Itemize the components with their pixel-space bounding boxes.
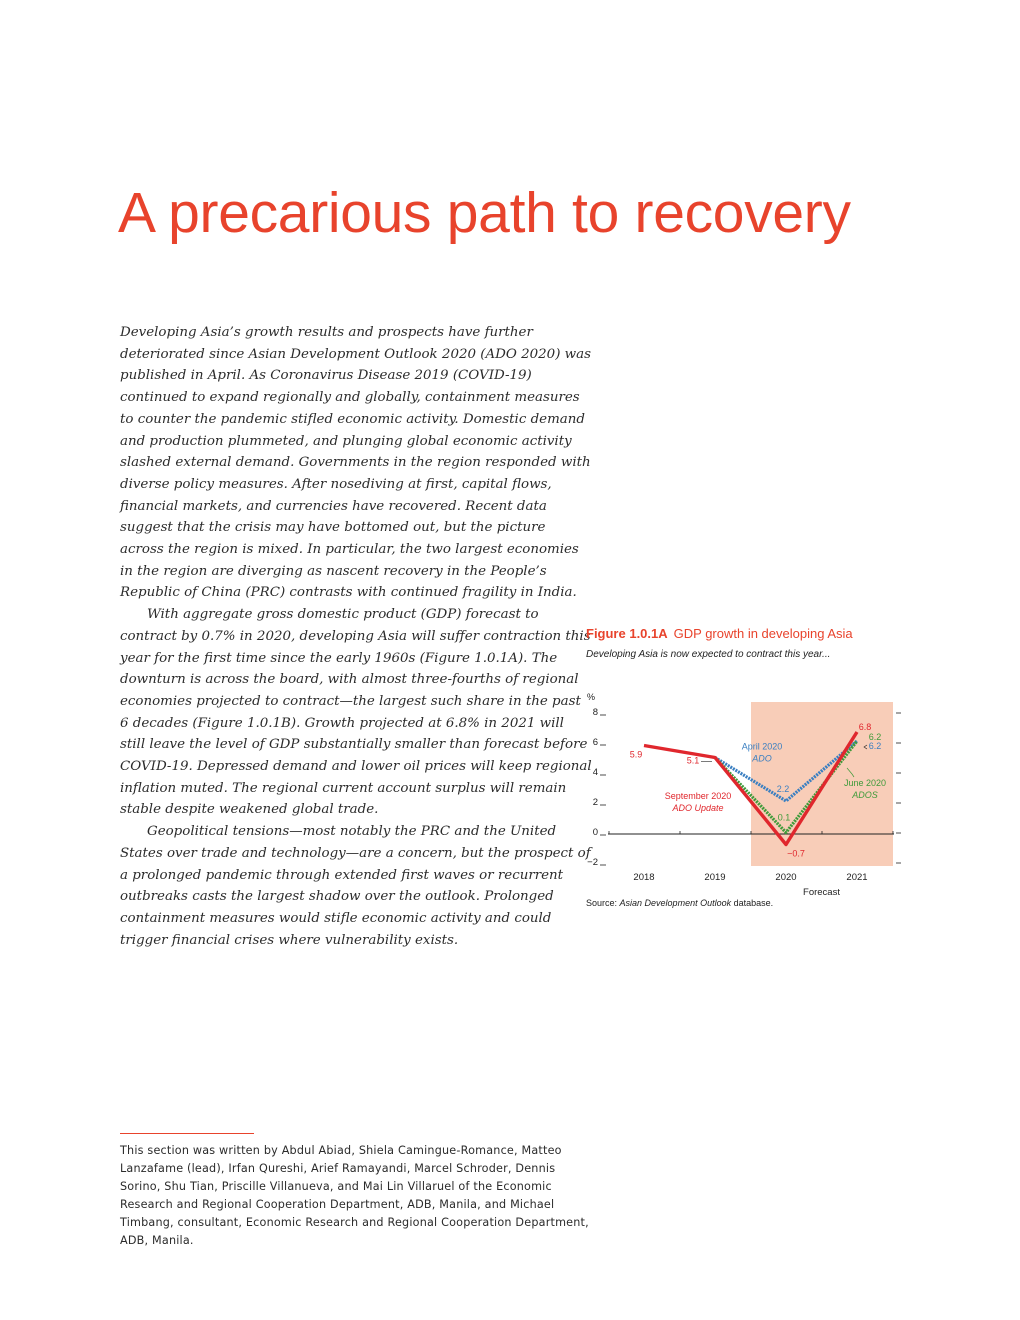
y-tick-label: 6 (592, 737, 598, 748)
series-label-september-sub: ADO Update (672, 803, 724, 813)
series-label-april-sub: ADO (752, 753, 772, 764)
figure-subtitle: Developing Asia is now expected to contract this year... (586, 649, 831, 660)
x-tick-label: 2020 (775, 872, 797, 883)
y-tick-label: 2 (592, 797, 598, 808)
forecast-label: Forecast (803, 887, 840, 896)
x-tick-label: 2018 (633, 872, 655, 883)
point-label: 5.1 (686, 755, 700, 766)
point-label: 6.2 (868, 741, 882, 751)
figure-source: Source: Asian Development Outlook database. (586, 898, 774, 908)
figure-title-text: GDP growth in developing Asia (673, 626, 853, 641)
point-label: −0.7 (787, 848, 805, 859)
y-tick-label: 0 (592, 827, 598, 838)
body-text (120, 322, 592, 951)
body-paragraph-2: With aggregate gross domestic product (GDP) forecast to contract by 0.7% in 2020, developing Asia will suffer contraction this year for the first time since the early 1960s (Figure 1.0.1A). The downturn is across the board, with almost three-fourths of regional economies projected to contract—the largest such share in the past 6 decades (Figure 1.0.1B). Growth projected at 6.8% in 2021 will still leave the level of GDP substantially smaller than forecast before COVID-19. Depressed demand and lower oil prices will keep regional inflation muted. The regional current account surplus will remain stable despite weakened global trade. (120, 607, 592, 818)
footnote: This section was written by Abdul Abiad, Shiela Camingue-Romance, Matteo Lanzafame (lead), Irfan Qureshi, Arief Ramayandi, Marcel Schroder, Dennis Sorino, Shu Tian, Priscille Villanueva, and Mai Lin Villaruel of the Economic Research and Regional Cooperation Department, ADB, Manila, and Michael Timbang, consultant, Economic Research and Regional Cooperation Department, ADB, Manila. (120, 1144, 589, 1248)
y-axis-unit: % (587, 692, 596, 702)
line-chart (586, 664, 906, 896)
figure-title (586, 626, 906, 641)
body-paragraph-3: Geopolitical tensions—most notably the PRC and the United States over trade and technology—are a concern, but the prospect of a prolonged pandemic through extended first waves or recurrent outbreaks casts the largest shadow over the outlook. Prolonged containment measures would stifle economic activity and could trigger financial crises where vulnerability exists. (120, 824, 591, 948)
series-label-june: June 2020 (843, 778, 887, 788)
point-label: 2.2 (776, 784, 790, 794)
point-label: 0.1 (777, 812, 791, 823)
point-label: 5.9 (629, 749, 643, 760)
series-label-april: April 2020 (741, 741, 783, 752)
footnote-rule (120, 1133, 254, 1134)
figure-number: Figure 1.0.1A (586, 626, 668, 641)
figure (586, 626, 906, 908)
series-label-june-sub: ADOS (852, 790, 878, 800)
x-tick-label: 2019 (704, 872, 726, 883)
y-tick-label: −2 (587, 857, 598, 868)
point-label: 6.2 (868, 732, 882, 742)
y-tick-label: 4 (592, 767, 598, 778)
series-label-september: September 2020 (664, 791, 732, 801)
x-tick-label: 2021 (846, 872, 868, 883)
body-paragraph-1: Developing Asia’s growth results and prospects have further deteriorated since Asian Development Outlook 2020 (ADO 2020) was published in April. As Coronavirus Disease 2019 (COVID-19) continued to expand regionally and globally, containment measures to counter the pandemic stifled economic activity. Domestic demand and production plummeted, and plunging global economic activity slashed external demand. Governments in the region responded with diverse policy measures. After nosediving at first, capital flows, financial markets, and currencies have recovered. Recent data suggest that the crisis may have bottomed out, but the picture across the region is mixed. In particular, the two largest economies in the region are diverging as nascent recovery in the People’s Republic of China (PRC) contrasts with continued fragility in India. (120, 325, 591, 601)
source-name: Asian Development Outlook (619, 898, 732, 908)
point-label: 6.8 (858, 722, 872, 732)
y-tick-label: 8 (592, 707, 598, 718)
page-title: A precarious path to recovery (118, 181, 851, 245)
